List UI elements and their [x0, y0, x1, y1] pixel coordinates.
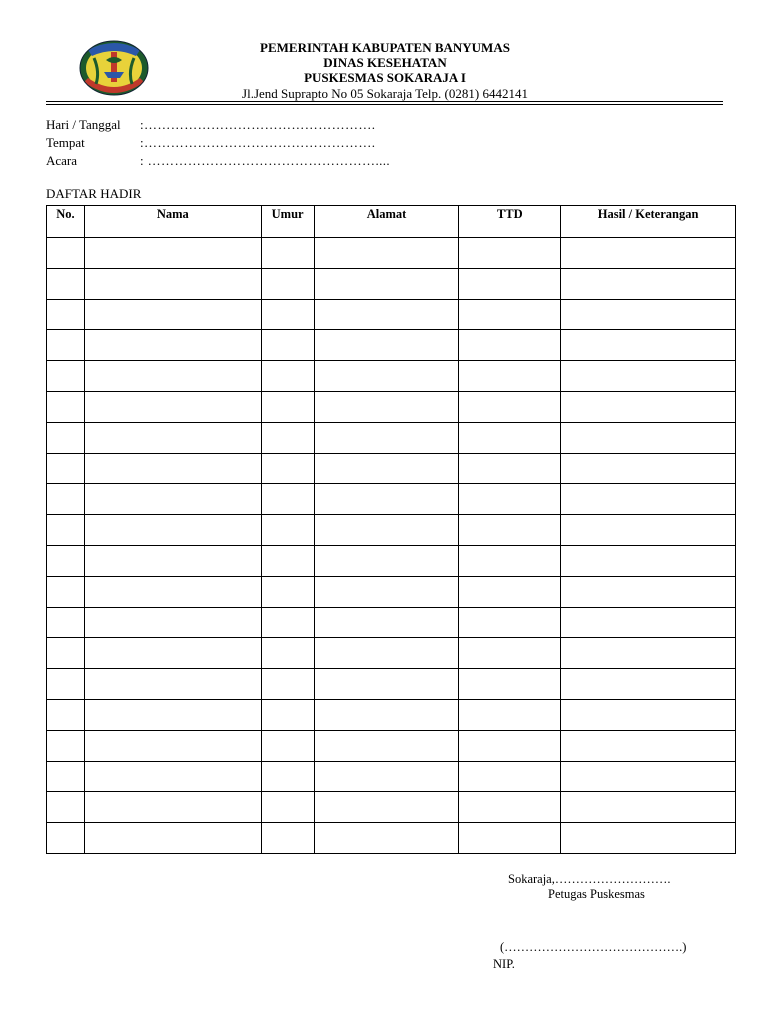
- table-cell[interactable]: [84, 391, 261, 422]
- table-cell[interactable]: [314, 792, 459, 823]
- table-cell[interactable]: [459, 823, 561, 854]
- table-cell[interactable]: [314, 638, 459, 669]
- field-label: Hari / Tanggal: [46, 117, 121, 132]
- table-cell[interactable]: [84, 576, 261, 607]
- table-row: [47, 330, 736, 361]
- table-cell[interactable]: [84, 268, 261, 299]
- field-blank: : ……………………………………………....: [140, 153, 391, 168]
- table-cell[interactable]: [459, 515, 561, 546]
- table-cell[interactable]: [261, 638, 314, 669]
- table-cell[interactable]: [459, 699, 561, 730]
- table-cell[interactable]: [561, 730, 736, 761]
- table-cell[interactable]: [84, 545, 261, 576]
- table-cell[interactable]: [261, 238, 314, 269]
- table-cell[interactable]: [314, 238, 459, 269]
- table-cell[interactable]: [459, 361, 561, 392]
- table-cell[interactable]: [47, 638, 85, 669]
- table-row: [47, 545, 736, 576]
- table-cell[interactable]: [561, 238, 736, 269]
- table-cell[interactable]: [459, 238, 561, 269]
- table-row: [47, 823, 736, 854]
- field-blank: :…………………………………………….: [140, 117, 376, 132]
- signature-role: Petugas Puskesmas: [548, 887, 645, 901]
- table-cell[interactable]: [47, 792, 85, 823]
- table-cell[interactable]: [261, 761, 314, 792]
- table-cell[interactable]: [459, 669, 561, 700]
- table-cell[interactable]: [561, 330, 736, 361]
- table-cell[interactable]: [84, 238, 261, 269]
- table-cell[interactable]: [561, 391, 736, 422]
- table-cell[interactable]: [261, 422, 314, 453]
- table-cell[interactable]: [261, 730, 314, 761]
- header-umur: Umur: [261, 206, 314, 238]
- header-nama: Nama: [84, 206, 261, 238]
- table-cell[interactable]: [561, 699, 736, 730]
- table-cell[interactable]: [561, 361, 736, 392]
- table-cell[interactable]: [261, 823, 314, 854]
- table-cell[interactable]: [47, 453, 85, 484]
- table-cell[interactable]: [261, 576, 314, 607]
- header-ttd: TTD: [459, 206, 561, 238]
- table-cell[interactable]: [47, 607, 85, 638]
- table-cell[interactable]: [47, 515, 85, 546]
- table-cell[interactable]: [261, 607, 314, 638]
- table-cell[interactable]: [47, 545, 85, 576]
- table-cell[interactable]: [314, 453, 459, 484]
- table-cell[interactable]: [459, 607, 561, 638]
- table-cell[interactable]: [459, 299, 561, 330]
- table-row: [47, 391, 736, 422]
- table-row: [47, 607, 736, 638]
- table-cell[interactable]: [47, 823, 85, 854]
- letterhead-address: Jl.Jend Suprapto No 05 Sokaraja Telp. (0281) 6442141: [242, 86, 528, 101]
- table-cell[interactable]: [261, 268, 314, 299]
- table-cell[interactable]: [459, 484, 561, 515]
- table-cell[interactable]: [47, 299, 85, 330]
- table-cell[interactable]: [314, 361, 459, 392]
- table-cell[interactable]: [261, 484, 314, 515]
- table-cell[interactable]: [261, 792, 314, 823]
- table-cell[interactable]: [459, 268, 561, 299]
- section-title: DAFTAR HADIR: [46, 186, 142, 201]
- table-cell[interactable]: [561, 484, 736, 515]
- table-cell[interactable]: [261, 299, 314, 330]
- table-cell[interactable]: [261, 515, 314, 546]
- table-row: [47, 792, 736, 823]
- table-cell[interactable]: [561, 299, 736, 330]
- letterhead-line-1: PEMERINTAH KABUPATEN BANYUMAS: [260, 40, 510, 55]
- table-cell[interactable]: [84, 299, 261, 330]
- table-cell[interactable]: [314, 823, 459, 854]
- signature-name-blank: (…………………………………….): [500, 940, 687, 954]
- table-cell[interactable]: [84, 699, 261, 730]
- table-cell[interactable]: [459, 422, 561, 453]
- header-no: No.: [47, 206, 85, 238]
- table-row: [47, 761, 736, 792]
- table-cell[interactable]: [314, 699, 459, 730]
- table-row: [47, 730, 736, 761]
- field-tempat: [46, 135, 375, 151]
- table-cell[interactable]: [47, 484, 85, 515]
- table-cell[interactable]: [459, 638, 561, 669]
- table-cell[interactable]: [47, 238, 85, 269]
- table-cell[interactable]: [314, 515, 459, 546]
- table-cell[interactable]: [314, 607, 459, 638]
- table-cell[interactable]: [261, 545, 314, 576]
- table-cell[interactable]: [314, 761, 459, 792]
- table-cell[interactable]: [261, 361, 314, 392]
- letterhead-rule-thick: [46, 101, 723, 102]
- table-cell[interactable]: [314, 330, 459, 361]
- table-cell[interactable]: [84, 638, 261, 669]
- table-cell[interactable]: [47, 391, 85, 422]
- table-row: [47, 576, 736, 607]
- table-cell[interactable]: [561, 792, 736, 823]
- table-row: [47, 361, 736, 392]
- table-cell[interactable]: [561, 607, 736, 638]
- table-cell[interactable]: [561, 761, 736, 792]
- table-cell[interactable]: [84, 761, 261, 792]
- table-cell[interactable]: [84, 453, 261, 484]
- header-hasil-keterangan: Hasil / Keterangan: [561, 206, 736, 238]
- table-cell[interactable]: [561, 515, 736, 546]
- letterhead-line-3: PUSKESMAS SOKARAJA I: [304, 70, 466, 85]
- table-cell[interactable]: [261, 330, 314, 361]
- table-cell[interactable]: [47, 330, 85, 361]
- table-row: [47, 638, 736, 669]
- table-header-row: [47, 206, 736, 238]
- table-cell[interactable]: [261, 669, 314, 700]
- table-cell[interactable]: [561, 453, 736, 484]
- table-row: [47, 268, 736, 299]
- field-hari-tanggal: [46, 117, 375, 133]
- table-row: [47, 422, 736, 453]
- field-label: Acara: [46, 153, 78, 168]
- table-cell[interactable]: [314, 669, 459, 700]
- field-blank: :…………………………………………….: [140, 135, 376, 150]
- table-cell[interactable]: [47, 361, 85, 392]
- table-cell[interactable]: [459, 330, 561, 361]
- table-cell[interactable]: [47, 730, 85, 761]
- table-cell[interactable]: [261, 453, 314, 484]
- table-cell[interactable]: [84, 792, 261, 823]
- field-acara: [46, 153, 390, 169]
- table-cell[interactable]: [47, 422, 85, 453]
- table-cell[interactable]: [314, 576, 459, 607]
- table-row: [47, 238, 736, 269]
- table-cell[interactable]: [47, 669, 85, 700]
- table-cell[interactable]: [561, 638, 736, 669]
- table-row: [47, 669, 736, 700]
- table-cell[interactable]: [314, 299, 459, 330]
- table-cell[interactable]: [459, 453, 561, 484]
- table-cell[interactable]: [84, 515, 261, 546]
- table-cell[interactable]: [84, 330, 261, 361]
- signature-place-date: Sokaraja,……………………….: [508, 872, 671, 886]
- table-cell[interactable]: [459, 576, 561, 607]
- table-cell[interactable]: [459, 545, 561, 576]
- signature-nip: NIP.: [493, 957, 515, 971]
- table-cell[interactable]: [314, 391, 459, 422]
- table-cell[interactable]: [561, 823, 736, 854]
- table-cell[interactable]: [314, 730, 459, 761]
- table-cell[interactable]: [459, 761, 561, 792]
- table-cell[interactable]: [47, 268, 85, 299]
- table-cell[interactable]: [47, 761, 85, 792]
- table-row: [47, 699, 736, 730]
- table-cell[interactable]: [84, 422, 261, 453]
- table-cell[interactable]: [459, 730, 561, 761]
- table-cell[interactable]: [261, 699, 314, 730]
- table-cell[interactable]: [261, 391, 314, 422]
- table-cell[interactable]: [459, 792, 561, 823]
- letterhead-rule-thin: [46, 104, 723, 105]
- table-cell[interactable]: [47, 576, 85, 607]
- field-label: Tempat: [46, 135, 85, 150]
- table-row: [47, 515, 736, 546]
- attendance-table-body: [47, 238, 736, 854]
- banyumas-regency-emblem-icon: [76, 38, 152, 100]
- table-cell[interactable]: [47, 699, 85, 730]
- table-cell[interactable]: [84, 823, 261, 854]
- table-cell[interactable]: [84, 669, 261, 700]
- table-cell[interactable]: [561, 545, 736, 576]
- table-cell[interactable]: [561, 669, 736, 700]
- table-row: [47, 299, 736, 330]
- table-cell[interactable]: [314, 422, 459, 453]
- table-cell[interactable]: [314, 484, 459, 515]
- table-cell[interactable]: [459, 391, 561, 422]
- table-cell[interactable]: [84, 361, 261, 392]
- table-cell[interactable]: [561, 422, 736, 453]
- table-row: [47, 453, 736, 484]
- attendance-table: [46, 205, 736, 854]
- table-cell[interactable]: [561, 576, 736, 607]
- table-cell[interactable]: [84, 484, 261, 515]
- letterhead-line-2: DINAS KESEHATAN: [323, 55, 447, 70]
- table-cell[interactable]: [314, 268, 459, 299]
- table-cell[interactable]: [84, 730, 261, 761]
- table-cell[interactable]: [314, 545, 459, 576]
- header-alamat: Alamat: [314, 206, 459, 238]
- table-row: [47, 484, 736, 515]
- table-cell[interactable]: [84, 607, 261, 638]
- table-cell[interactable]: [561, 268, 736, 299]
